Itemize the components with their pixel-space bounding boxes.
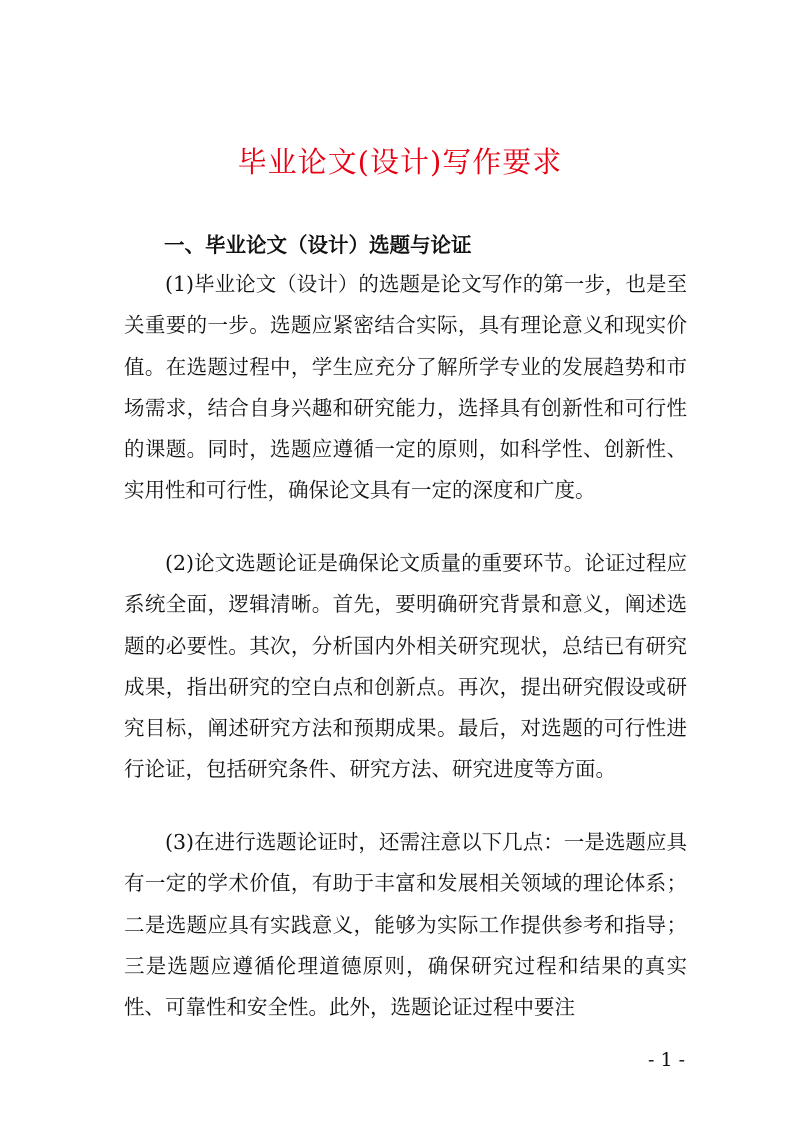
document-title: 毕业论文(设计)写作要求 <box>237 145 563 179</box>
paragraph-3: (3)在进行选题论证时，还需注意以下几点：一是选题应具有一定的学术价值，有助于丰富和发展相关领域的理论体系；二是选题应具有实践意义，能够为实际工作提供参考和指导；三是选题应遵循伦理道德原则，确保研究过程和结果的真实性、可靠性和安全性。此外，选题论证过程中要注 <box>124 830 687 1020</box>
paragraph-1: (1)毕业论文（设计）的选题是论文写作的第一步，也是至关重要的一步。选题应紧密结合实际，具有理论意义和现实价值。在选题过程中，学生应充分了解所学专业的发展趋势和市场需求，结合自身兴趣和研究能力，选择具有创新性和可行性的课题。同时，选题应遵循一定的原则，如科学性、创新性、实用性和可行性，确保论文具有一定的深度和广度。 <box>124 272 687 503</box>
section-heading: 一、毕业论文（设计）选题与论证 <box>164 233 472 257</box>
page-number: - 1 - <box>647 1049 685 1071</box>
paragraph-2: (2)论文选题论证是确保论文质量的重要环节。论证过程应系统全面，逻辑清晰。首先，要明确研究背景和意义，阐述选题的必要性。其次，分析国内外相关研究现状，总结已有研究成果，指出研究的空白点和创新点。再次，提出研究假设或研究目标，阐述研究方法和预期成果。最后，对选题的可行性进行论证，包括研究条件、研究方法、研究进度等方面。 <box>124 551 687 782</box>
